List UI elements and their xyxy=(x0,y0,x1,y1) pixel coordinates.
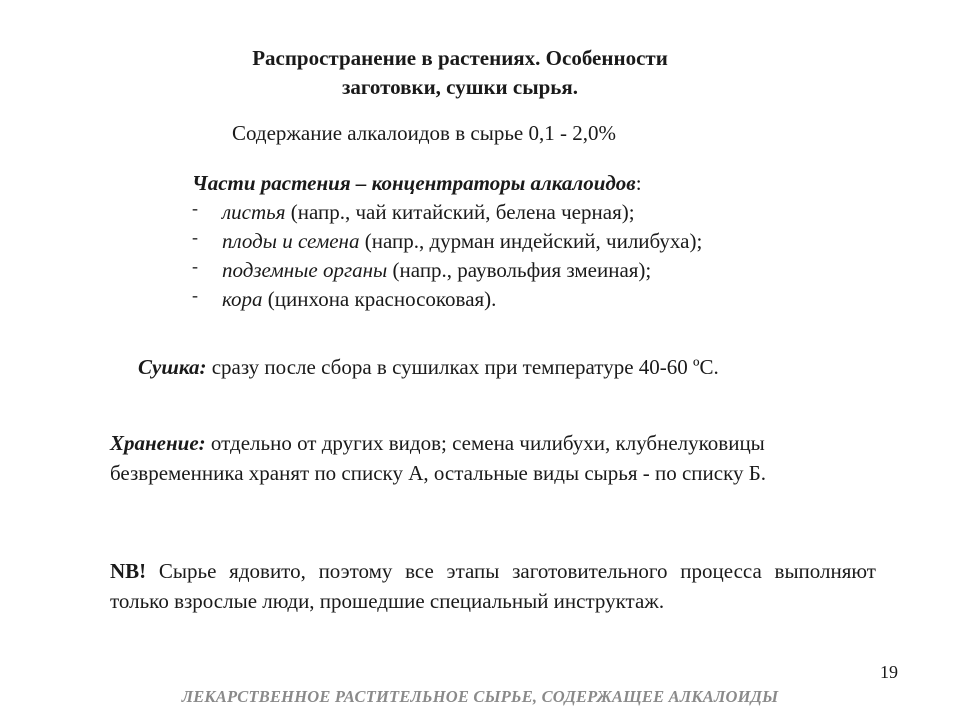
plant-parts-section xyxy=(192,169,702,314)
drying-label: Сушка: xyxy=(138,355,207,379)
list-item-text: (напр., дурман индейский, чилибуха); xyxy=(359,229,703,253)
bullet-dash: - xyxy=(192,198,198,218)
list-item xyxy=(192,285,702,314)
list-item-term: плоды и семена xyxy=(222,229,360,253)
storage-text: отдельно от других видов; семена чилибухи, клубнелуковицы безвременника хранят по списку А, остальные виды сырья - по списку Б. xyxy=(110,431,767,485)
list-item-text: (напр., чай китайский, белена черная); xyxy=(285,200,635,224)
plant-parts-heading-row xyxy=(192,169,702,198)
list-item-text: (напр., раувольфия змеиная); xyxy=(387,258,652,282)
plant-parts-list xyxy=(192,198,702,314)
list-item-term: кора xyxy=(222,287,263,311)
nb-label: NB! xyxy=(110,559,147,583)
page-number: 19 xyxy=(880,662,898,682)
slide-title-line1: Распространение в растениях. Особенности xyxy=(252,46,668,70)
bullet-dash: - xyxy=(192,256,198,276)
bullet-dash: - xyxy=(192,227,198,247)
list-item-term: подземные органы xyxy=(222,258,388,282)
list-item-term: листья xyxy=(222,200,286,224)
plant-parts-heading: Части растения – концентраторы алкалоидов xyxy=(192,171,636,195)
storage-paragraph xyxy=(110,428,880,488)
alkaloid-content-text: Содержание алкалоидов в сырье 0,1 - 2,0% xyxy=(232,121,616,145)
drying-text: сразу после сбора в сушилках при температуре 40-60 ºС. xyxy=(206,355,719,379)
storage-label: Хранение: xyxy=(110,431,206,455)
slide-footer: ЛЕКАРСТВЕННОЕ РАСТИТЕЛЬНОЕ СЫРЬЕ, СОДЕРЖАЩЕЕ АЛКАЛОИДЫ xyxy=(181,687,779,706)
slide-title xyxy=(180,44,740,102)
nb-text: Сырье ядовито, поэтому все этапы заготовительного процесса выполняют только взрослые люди, прошедшие специальный инструктаж. xyxy=(110,559,876,613)
list-item xyxy=(192,256,702,285)
drying-paragraph xyxy=(138,352,798,382)
slide-title-line2: заготовки, сушки сырья. xyxy=(341,75,579,99)
list-item-text: (цинхона красносоковая). xyxy=(262,287,497,311)
plant-parts-heading-colon: : xyxy=(635,171,642,195)
list-item xyxy=(192,227,702,256)
bullet-dash: - xyxy=(192,285,198,305)
nb-warning-paragraph xyxy=(110,556,876,616)
list-item xyxy=(192,198,702,227)
